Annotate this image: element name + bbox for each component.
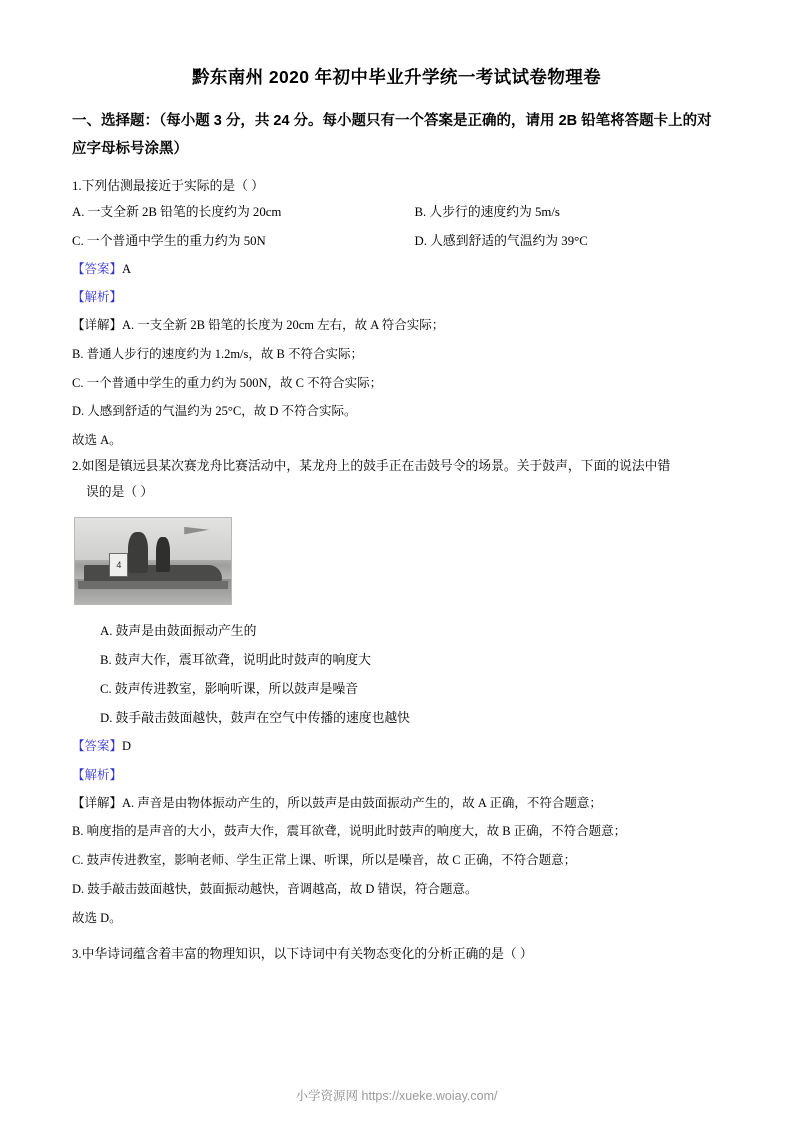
photo-second-figure xyxy=(156,537,170,571)
question-2-option-b: B. 鼓声大作，震耳欲聋，说明此时鼓声的响度大 xyxy=(100,653,371,668)
question-2-conclusion: 故选 D。 xyxy=(72,910,122,925)
page-title: 黔东南州 2020 年初中毕业升学统一考试试卷物理卷 xyxy=(191,67,602,87)
watermark xyxy=(0,1086,793,1104)
question-1-detail-c: C. 一个普通中学生的重力约为 500N，故 C 不符合实际； xyxy=(72,375,383,390)
question-2-detail-b: B. 响度指的是声音的大小，鼓声大作，震耳欲聋，说明此时鼓声的响度大，故 B 正确，不符合题意； xyxy=(72,824,627,839)
question-2-option-a: A. 鼓声是由鼓面振动产生的 xyxy=(100,624,257,639)
section-heading: 一、选择题：（每小题 3 分，共 24 分。每小题只有一个答案是正确的，请用 2B 铅笔将答题卡上的对应字母标号涂黑） xyxy=(72,113,712,158)
question-2-stem-line-1: 2.如图是镇远县某次赛龙舟比赛活动中，某龙舟上的鼓手正在击鼓号令的场景。关于鼓声，下面的说法中错 xyxy=(72,459,671,474)
question-2-stem-line-2: 误的是（ ） xyxy=(86,484,154,499)
question-1-options-row-1 xyxy=(72,198,721,226)
dragon-boat-drummer-photo xyxy=(74,517,232,605)
question-2-answer xyxy=(72,732,721,760)
question-2-detail-first: 【详解】A. 声音是由物体振动产生的，所以鼓声是由鼓面振动产生的，故 A 正确，不符合题意； xyxy=(72,795,602,810)
question-1-option-b: B. 人步行的速度约为 5m/s xyxy=(414,205,560,220)
question-1-option-c: C. 一个普通中学生的重力约为 50N xyxy=(72,233,266,248)
question-2-analysis-label: 【解析】 xyxy=(72,767,123,782)
answer-label-text: 【答案】 xyxy=(72,739,123,754)
photo-drummer-figure xyxy=(128,532,148,573)
question-2-detail-c: C. 鼓声传进教室，影响老师、学生正常上课、听课，所以是噪音，故 C 正确，不符合题意； xyxy=(72,853,577,868)
question-1-answer xyxy=(72,255,721,283)
question-2-option-d: D. 鼓手敲击鼓面越快，鼓声在空气中传播的速度也越快 xyxy=(100,710,410,725)
photo-boat-number: 4 xyxy=(109,553,128,577)
question-2-answer-value: D xyxy=(122,739,132,754)
watermark-url: https://xueke.woiay.com/ xyxy=(361,1089,498,1103)
question-1-analysis-label: 【解析】 xyxy=(72,289,123,304)
question-1-options-row-2 xyxy=(72,227,721,255)
question-1-detail-b: B. 普通人步行的速度约为 1.2m/s，故 B 不符合实际； xyxy=(72,346,363,361)
question-1-option-a: A. 一支全新 2B 铅笔的长度约为 20cm xyxy=(72,205,282,220)
watermark-site-name: 小学资源网 xyxy=(295,1089,359,1103)
question-1-detail-d: D. 人感到舒适的气温约为 25°C，故 D 不符合实际。 xyxy=(72,404,357,419)
question-2-detail-d: D. 鼓手敲击鼓面越快，鼓面振动越快，音调越高，故 D 错误，符合题意。 xyxy=(72,881,478,896)
question-1-option-d: D. 人感到舒适的气温约为 39°C xyxy=(414,233,588,248)
question-1-stem: 1.下列估测最接近于实际的是（ ） xyxy=(72,178,264,193)
question-1-detail-first: 【详解】A. 一支全新 2B 铅笔的长度为 20cm 左右，故 A 符合实际； xyxy=(72,318,445,333)
photo-sky xyxy=(75,518,231,559)
answer-label-text: 【答案】 xyxy=(72,261,123,276)
question-1-answer-value: A xyxy=(122,261,132,276)
question-3-stem: 3.中华诗词蕴含着丰富的物理知识，以下诗词中有关物态变化的分析正确的是（ ） xyxy=(72,946,533,961)
question-1-conclusion: 故选 A。 xyxy=(72,433,122,448)
question-2-option-c: C. 鼓声传进教室，影响听课，所以鼓声是噪音 xyxy=(100,681,359,696)
photo-boat-side xyxy=(78,581,228,589)
